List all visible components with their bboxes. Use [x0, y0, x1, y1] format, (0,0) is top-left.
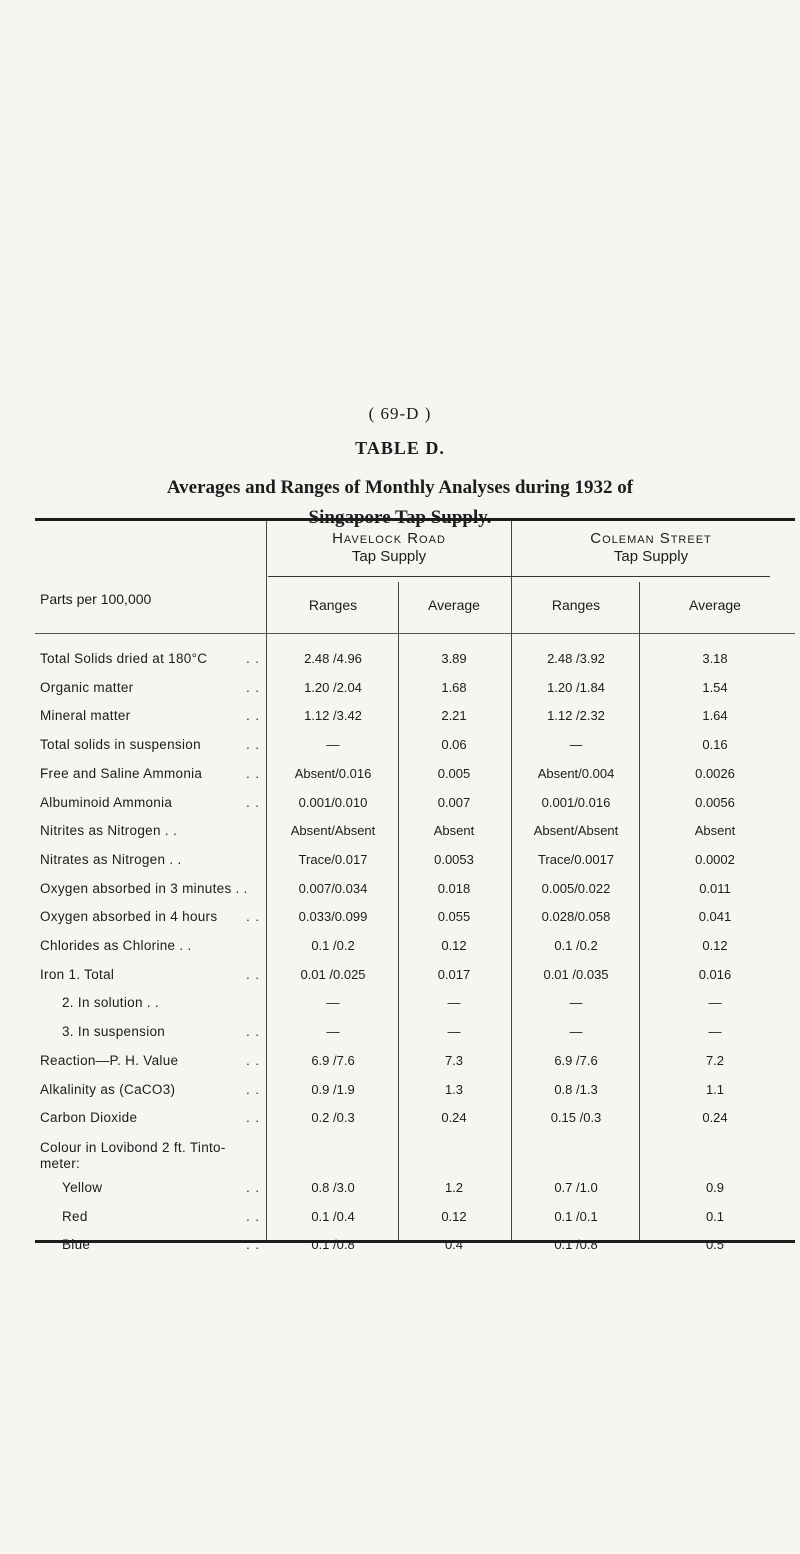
table-cell: 3.18: [702, 651, 728, 666]
table-cell: 0.4: [444, 1237, 464, 1252]
table-cell: 0.016: [698, 966, 732, 982]
column-header-ranges: Ranges: [551, 597, 601, 613]
table-cell: —: [326, 1024, 340, 1040]
table-cell: —: [326, 737, 340, 753]
table-cell: 0.005: [437, 765, 471, 781]
table-cell: 0.005/0.022: [541, 880, 611, 896]
table-cell: 0.9 /1.9: [311, 1081, 355, 1097]
colour-heading-line-2: meter:: [40, 1156, 81, 1171]
table-cell: Absent/0.004: [537, 765, 615, 781]
leader-dots: . .: [246, 737, 260, 753]
table-cell: 0.007: [437, 794, 471, 810]
table-cell: 0.0002: [695, 851, 735, 867]
table-cell: 7.3: [444, 1052, 464, 1068]
table-cell: 2.48 /3.92: [547, 651, 605, 666]
column-header-rule: [35, 633, 795, 634]
table-cell: 2.48 /4.96: [304, 651, 362, 666]
leader-dots: . .: [246, 794, 260, 810]
table-cell: 0.033/0.099: [298, 909, 368, 925]
table-cell: 0.0056: [695, 794, 735, 810]
leader-dots: . .: [246, 1208, 260, 1224]
table-cell: 0.06: [441, 737, 467, 753]
table-cell: 0.01 /0.035: [543, 966, 609, 982]
table-row: [0, 1110, 800, 1134]
table-cell: 1.54: [702, 679, 728, 695]
table-row: [0, 766, 800, 790]
table-cell: 1.20 /1.84: [547, 679, 605, 695]
row-header-label: Parts per 100,000: [40, 591, 152, 607]
leader-dots: . .: [246, 1110, 260, 1126]
table-cell: 7.2: [705, 1052, 725, 1068]
table-cell: 0.007/0.034: [298, 880, 368, 896]
leader-dots: . .: [246, 765, 260, 781]
table-cell: —: [569, 995, 583, 1011]
row-label: Oxygen absorbed in 4 hours: [40, 909, 218, 925]
table-row: [0, 737, 800, 761]
table-row: [0, 1209, 800, 1233]
table-cell: Absent/Absent: [290, 823, 376, 839]
table-cell: —: [447, 995, 461, 1011]
row-label: Blue: [62, 1237, 91, 1252]
table-cell: 0.001/0.016: [541, 794, 611, 810]
table-cell: Absent: [433, 823, 475, 839]
table-row: [0, 1237, 800, 1261]
table-cell: 0.0053: [434, 851, 474, 867]
table-cell: 0.2 /0.3: [311, 1110, 355, 1126]
table-row: [0, 1024, 800, 1048]
table-cell: 0.055: [437, 909, 471, 925]
row-label: Reaction—P. H. Value: [40, 1052, 179, 1068]
table-cell: —: [447, 1024, 461, 1040]
table-top-rule: [35, 518, 795, 521]
table-row: [0, 1082, 800, 1106]
table-cell: —: [708, 995, 722, 1011]
leader-dots: . .: [246, 1024, 260, 1040]
group-name: Havelock Road: [332, 530, 446, 547]
table-row: [0, 967, 800, 991]
table-cell: 1.20 /2.04: [304, 679, 362, 695]
table-cell: Absent/0.016: [294, 765, 372, 781]
table-cell: 0.1 /0.2: [554, 938, 598, 953]
table-cell: 0.12: [702, 938, 728, 953]
table-cell: 0.1 /0.8: [311, 1237, 355, 1252]
table-row: [0, 823, 800, 847]
page-number: ( 69-D ): [368, 404, 432, 423]
table-row: [0, 938, 800, 962]
group-subname: Tap Supply: [351, 548, 427, 565]
row-label: Yellow: [62, 1180, 103, 1195]
table-cell: 0.1 /0.1: [554, 1208, 598, 1224]
row-label: Nitrates as Nitrogen . .: [40, 851, 182, 867]
table-row: [0, 680, 800, 704]
group-header-coleman: [512, 530, 790, 566]
table-cell: —: [569, 737, 583, 753]
row-label: Total Solids dried at 180°C: [40, 651, 208, 666]
table-cell: 0.011: [699, 880, 731, 896]
row-label: Albuminoid Ammonia: [40, 794, 173, 810]
group-name: Coleman Street: [590, 530, 712, 547]
row-label: 2. In solution . .: [62, 995, 159, 1011]
table-cell: 1.64: [702, 708, 728, 724]
row-label: Alkalinity as (CaCO3): [40, 1081, 176, 1097]
leader-dots: . .: [246, 909, 260, 925]
table-cell: 1.12 /3.42: [304, 708, 362, 724]
row-label: Carbon Dioxide: [40, 1110, 138, 1126]
table-cell: 1.3: [444, 1081, 464, 1097]
group-subname: Tap Supply: [613, 548, 689, 565]
table-cell: 0.01 /0.025: [300, 966, 366, 982]
table-row: [0, 852, 800, 876]
colour-heading: [40, 1140, 270, 1172]
row-label: Oxygen absorbed in 3 minutes . .: [40, 880, 248, 896]
table-cell: —: [569, 1024, 583, 1040]
table-cell: 0.12: [441, 1208, 467, 1224]
leader-dots: . .: [246, 1180, 260, 1195]
leader-dots: . .: [246, 708, 260, 724]
table-cell: 0.7 /1.0: [554, 1180, 598, 1195]
table-cell: 0.0026: [695, 765, 735, 781]
row-label: 3. In suspension: [62, 1024, 166, 1040]
table-row: [0, 1180, 800, 1204]
table-cell: 0.028/0.058: [541, 909, 611, 925]
table-cell: Trace/0.0017: [537, 851, 615, 867]
row-label: Iron 1. Total: [40, 966, 115, 982]
table-cell: —: [708, 1024, 722, 1040]
row-label: Chlorides as Chlorine . .: [40, 938, 192, 953]
table-cell: 0.9: [705, 1180, 725, 1195]
table-cell: 0.24: [441, 1110, 467, 1126]
table-cell: 1.12 /2.32: [547, 708, 605, 724]
table-cell: 0.1 /0.8: [554, 1237, 598, 1252]
table-cell: 0.16: [702, 737, 728, 753]
table-cell: 0.1 /0.4: [311, 1208, 355, 1224]
leader-dots: . .: [246, 966, 260, 982]
table-title: TABLE D.: [355, 438, 445, 458]
row-label: Total solids in suspension: [40, 737, 201, 753]
table-cell: 0.041: [698, 909, 732, 925]
table-cell: 6.9 /7.6: [554, 1052, 598, 1068]
leader-dots: . .: [246, 679, 260, 695]
table-cell: 1.2: [444, 1180, 464, 1195]
table-cell: Trace/0.017: [298, 851, 368, 867]
table-cell: 3.89: [441, 651, 467, 666]
row-label: Nitrites as Nitrogen . .: [40, 823, 177, 839]
leader-dots: . .: [246, 651, 260, 666]
row-label: Mineral matter: [40, 708, 131, 724]
table-cell: 6.9 /7.6: [311, 1052, 355, 1068]
row-label: Organic matter: [40, 679, 134, 695]
leader-dots: . .: [246, 1081, 260, 1097]
leader-dots: . .: [246, 1237, 260, 1252]
table-cell: 0.8 /1.3: [554, 1081, 598, 1097]
column-header-average: Average: [689, 597, 741, 613]
leader-dots: . .: [246, 1052, 260, 1068]
subtitle-line-1: Averages and Ranges of Monthly Analyses during 1932 of: [166, 477, 634, 498]
table-cell: 0.1 /0.2: [311, 938, 355, 953]
table-cell: 0.5: [705, 1237, 725, 1252]
table-cell: 1.68: [441, 679, 467, 695]
table-cell: 0.017: [437, 966, 471, 982]
table-row: [0, 995, 800, 1019]
table-row: [0, 881, 800, 905]
row-label: Free and Saline Ammonia: [40, 765, 203, 781]
table-row: [0, 708, 800, 732]
table-cell: 0.12: [441, 938, 467, 953]
group-header-rule: [268, 576, 770, 577]
table-row: [0, 909, 800, 933]
table-cell: 0.15 /0.3: [550, 1110, 602, 1126]
table-cell: 0.24: [702, 1110, 728, 1126]
table-cell: —: [326, 995, 340, 1011]
row-label: Red: [62, 1208, 88, 1224]
column-header-ranges: Ranges: [308, 597, 358, 613]
table-cell: 0.8 /3.0: [311, 1180, 355, 1195]
table-row: [0, 651, 800, 675]
group-header-havelock: [268, 530, 510, 566]
colour-heading-line-1: Colour in Lovibond 2 ft. Tinto-: [40, 1140, 226, 1155]
column-header-average: Average: [428, 597, 480, 613]
table-cell: 0.018: [437, 880, 471, 896]
table-cell: 0.001/0.010: [298, 794, 368, 810]
table-cell: Absent: [694, 823, 736, 839]
table-row: [0, 795, 800, 819]
table-cell: 0.1: [705, 1208, 725, 1224]
table-row: [0, 1053, 800, 1077]
table-cell: Absent/Absent: [533, 823, 619, 839]
table-cell: 2.21: [441, 708, 467, 724]
table-cell: 1.1: [705, 1081, 725, 1097]
table-subtitle: [0, 473, 800, 533]
